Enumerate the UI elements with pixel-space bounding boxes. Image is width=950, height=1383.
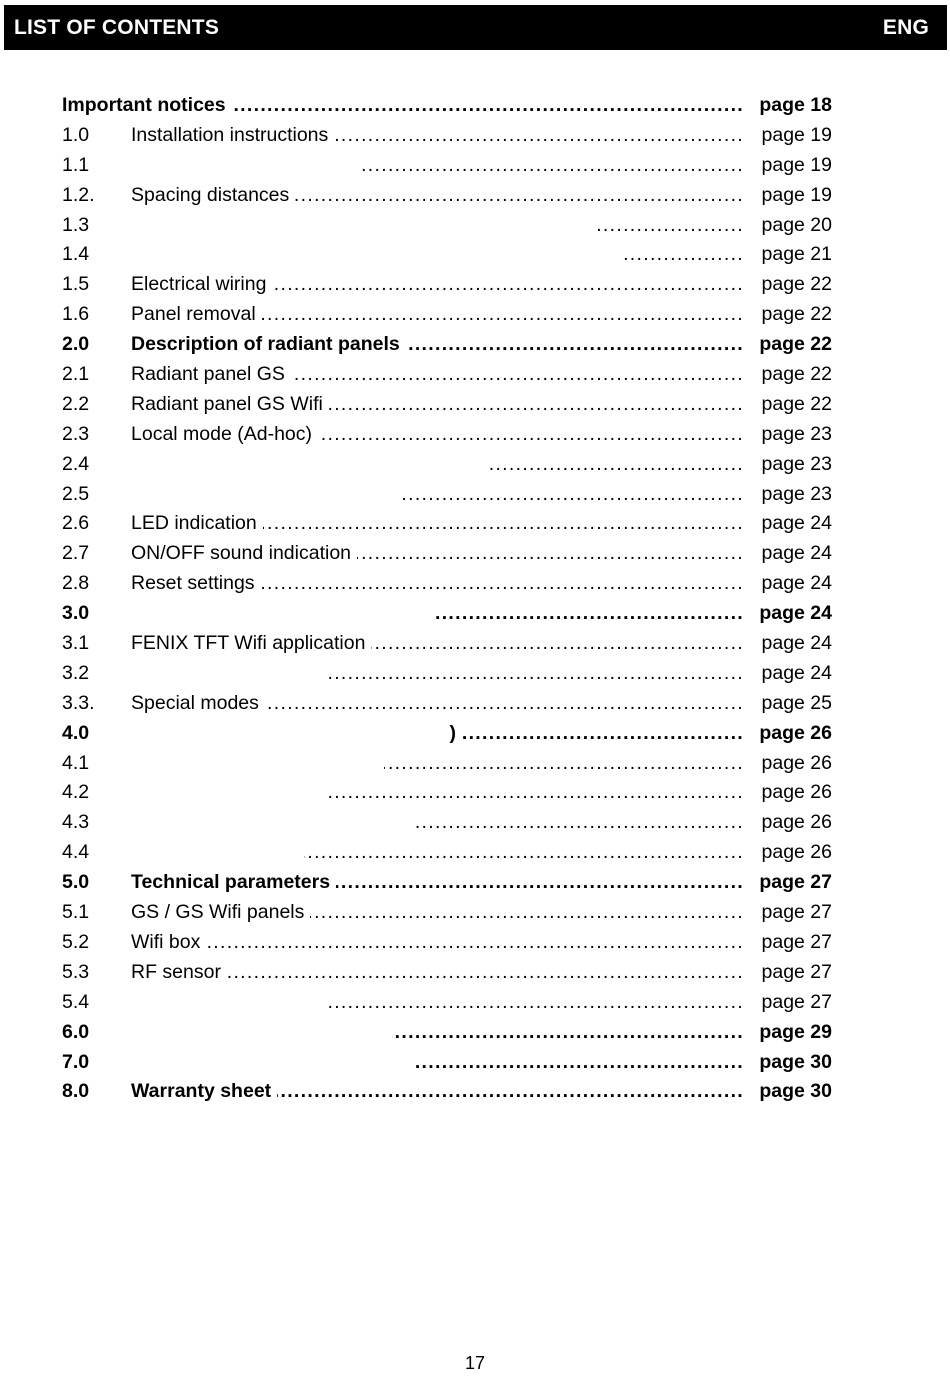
toc-page: page 26 [759,721,832,744]
table-of-contents [62,91,832,1107]
toc-number: 4.3 [62,811,90,834]
toc-entry [62,330,832,360]
toc-dot-leader [326,988,744,1018]
toc-number: 3.1 [62,632,90,655]
toc-page: page 22 [761,392,832,415]
toc-page: page 24 [761,632,832,655]
toc-title: LED indication [131,512,257,535]
toc-dot-leader [334,121,744,151]
toc-page: page 22 [761,303,832,326]
toc-title: Radiant panel GS Wifi [131,392,323,415]
toc-dot-leader [272,270,744,300]
toc-title: Important notices [62,94,226,116]
toc-title: Installation instructions [131,123,329,146]
toc-entry [62,480,832,510]
toc-number: 1.5 [62,273,90,296]
toc-title: FENIX TFT Wifi application [131,632,366,655]
toc-number: 1.3 [62,213,90,236]
toc-number: 1.2. [62,183,95,206]
toc-entry [62,689,832,719]
header-title: LIST OF CONTENTS [14,15,220,39]
toc-title: RF sensor [131,960,221,983]
toc-number: 3.0 [62,602,90,625]
toc-dot-leader [357,539,744,569]
toc-dot-leader [232,91,744,121]
toc-page: page 18 [759,94,832,116]
toc-page: page 21 [761,243,832,266]
toc-page: page 22 [759,333,832,356]
toc-title: Local mode (Ad-hoc) [131,422,313,445]
toc-dot-leader [414,1048,744,1078]
toc-entry [62,1077,832,1107]
toc-page: page 24 [761,661,832,684]
toc-title: ON/OFF sound indication [131,542,352,565]
toc-page: page 24 [759,602,832,625]
toc-entry [62,749,832,779]
toc-title: Wifi box [131,930,201,953]
toc-entry [62,629,832,659]
toc-page: page 22 [761,273,832,296]
toc-entry [62,539,832,569]
toc-title: Radiant panel GS [131,363,285,386]
toc-page: page 24 [761,512,832,535]
toc-entry [62,898,832,928]
toc-dot-leader [336,868,744,898]
toc-entry [62,91,832,121]
toc-dot-leader [462,719,744,749]
toc-dot-leader [392,1018,744,1048]
toc-entry [62,270,832,300]
toc-number: 5.4 [62,990,90,1013]
toc-entry [62,988,832,1018]
toc-entry [62,450,832,480]
toc-title: Description of radiant panels [131,333,400,356]
toc-page: page 23 [761,452,832,475]
page-header [4,5,947,50]
toc-number: 2.8 [62,572,90,595]
toc-number: 2.0 [62,333,90,356]
toc-number: 2.4 [62,452,90,475]
toc-number: 8.0 [62,1080,90,1103]
toc-number: 2.5 [62,482,90,505]
toc-number: 7.0 [62,1050,90,1073]
toc-dot-leader [277,1077,744,1107]
toc-title: Panel removal [131,303,256,326]
toc-title: Electrical wiring [131,273,267,296]
toc-number: 1.0 [62,123,90,146]
toc-number: 3.2 [62,661,90,684]
toc-page: page 24 [761,542,832,565]
toc-dot-leader [371,629,744,659]
toc-dot-leader [263,509,744,539]
toc-page: page 30 [759,1080,832,1103]
toc-number: 2.7 [62,542,90,565]
language-label: ENG [882,15,929,39]
toc-page: page 29 [759,1020,832,1043]
toc-dot-leader [489,450,744,480]
toc-number: 1.4 [62,243,90,266]
toc-number: 1.1 [62,153,90,176]
toc-page: page 19 [761,153,832,176]
toc-entry [62,808,832,838]
toc-entry [62,778,832,808]
toc-entry [62,838,832,868]
toc-dot-leader [304,838,744,868]
toc-page: page 26 [761,841,832,864]
toc-title: Warranty sheet [131,1080,272,1103]
toc-page: page 24 [761,572,832,595]
toc-dot-leader [295,181,744,211]
toc-entry [62,390,832,420]
toc-number: 2.3 [62,422,90,445]
toc-dot-leader [326,778,744,808]
toc-dot-leader [310,898,744,928]
page-number: 17 [464,1353,486,1373]
toc-entry [62,958,832,988]
toc-page: page 27 [761,930,832,953]
toc-dot-leader [206,928,744,958]
toc-title: GS / GS Wifi panels [131,901,305,924]
toc-title: Special modes [131,691,259,714]
toc-page: page 26 [761,751,832,774]
toc-page: page 27 [761,960,832,983]
toc-entry [62,420,832,450]
toc-dot-leader [360,151,744,181]
toc-title: ) [449,721,456,744]
toc-dot-leader [384,749,744,779]
toc-page: page 20 [761,213,832,236]
toc-title: Spacing distances [131,183,290,206]
toc-entry [62,211,832,241]
toc-number: 2.1 [62,363,90,386]
toc-dot-leader [261,569,744,599]
toc-entry [62,240,832,270]
toc-number: 4.1 [62,751,90,774]
toc-page: page 27 [759,871,832,894]
toc-dot-leader [622,240,744,270]
toc-number: 3.3. [62,691,95,714]
toc-entry [62,1048,832,1078]
toc-page: page 23 [761,422,832,445]
toc-number: 2.2 [62,392,90,415]
toc-dot-leader [436,599,744,629]
toc-entry [62,181,832,211]
toc-page: page 27 [761,990,832,1013]
toc-dot-leader [318,420,744,450]
toc-dot-leader [265,689,744,719]
toc-dot-leader [596,211,744,241]
toc-number: 5.1 [62,901,90,924]
toc-title: Technical parameters [131,871,331,894]
toc-page: page 23 [761,482,832,505]
toc-entry [62,509,832,539]
toc-dot-leader [262,300,744,330]
toc-number: 5.3 [62,960,90,983]
toc-number: 5.0 [62,871,90,894]
toc-dot-leader [227,958,744,988]
toc-entry [62,868,832,898]
toc-page: page 30 [759,1050,832,1073]
toc-number: 2.6 [62,512,90,535]
toc-page: page 25 [761,691,832,714]
toc-dot-leader [329,390,744,420]
toc-entry [62,360,832,390]
toc-page: page 19 [761,183,832,206]
toc-entry [62,928,832,958]
toc-dot-leader [414,808,744,838]
toc-entry [62,569,832,599]
toc-number: 6.0 [62,1020,90,1043]
toc-entry [62,151,832,181]
toc-entry [62,300,832,330]
toc-entry [62,121,832,151]
toc-number: 4.4 [62,841,90,864]
toc-dot-leader [291,360,744,390]
toc-entry [62,1018,832,1048]
toc-entry [62,719,832,749]
toc-entry [62,659,832,689]
toc-page: page 19 [761,123,832,146]
toc-title: Reset settings [131,572,255,595]
toc-number: 4.0 [62,721,90,744]
toc-dot-leader [406,330,744,360]
toc-dot-leader [326,659,744,689]
toc-dot-leader [399,480,744,510]
toc-page: page 26 [761,811,832,834]
toc-number: 1.6 [62,303,90,326]
toc-number: 4.2 [62,781,90,804]
toc-number: 5.2 [62,930,90,953]
toc-page: page 22 [761,363,832,386]
toc-page: page 26 [761,781,832,804]
toc-page: page 27 [761,901,832,924]
toc-entry [62,599,832,629]
